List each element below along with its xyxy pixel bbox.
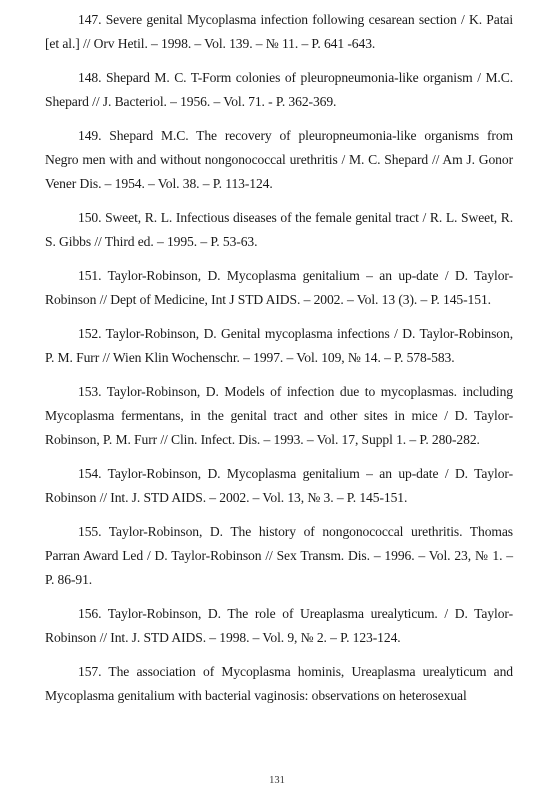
reference-item-156: 156. Taylor-Robinson, D. The role of Ureaplasma urealyticum. / D. Taylor-Robinson // Int. J. STD AIDS. – 1998. – Vol. 9, № 2. – P. 123-124. [45,606,513,645]
reference-item-151: 151. Taylor-Robinson, D. Mycoplasma genitalium – an up-date / D. Taylor-Robinson // Dept of Medicine, Int J STD AIDS. – 2002. – Vol. 13 (3). – P. 145-151. [45,268,513,307]
reference-item-157: 157. The association of Mycoplasma hominis, Ureaplasma urealyticum and Mycoplasma genitalium with bacterial vaginosis: observations on heterosexual [45,664,513,703]
reference-item-150: 150. Sweet, R. L. Infectious diseases of the female genital tract / R. L. Sweet, R. S. Gibbs // Third ed. – 1995. – P. 53-63. [45,210,513,249]
reference-item-155: 155. Taylor-Robinson, D. The history of nongonococcal urethritis. Thomas Parran Award Led / D. Taylor-Robinson // Sex Transm. Dis. – 1996. – Vol. 23, № 1. – P. 86-91. [45,524,513,587]
reference-item-147: 147. Severe genital Mycoplasma infection following cesarean section / K. Patai [et al.] // Orv Hetil. – 1998. – Vol. 139. – № 11. – P. 641 -643. [45,12,513,51]
reference-item-152: 152. Taylor-Robinson, D. Genital mycoplasma infections / D. Taylor-Robinson, P. M. Furr // Wien Klin Wochenschr. – 1997. – Vol. 109, № 14. – P. 578-583. [45,326,513,365]
reference-item-154: 154. Taylor-Robinson, D. Mycoplasma genitalium – an up-date / D. Taylor-Robinson // Int. J. STD AIDS. – 2002. – Vol. 13, № 3. – P. 145-151. [45,466,513,505]
page-number: 131 [269,775,285,786]
reference-item-149: 149. Shepard M.C. The recovery of pleuropneumonia-like organisms from Negro men with and without nongonococcal urethritis / M. C. Shepard // Am J. Gonor Vener Dis. – 1954. – Vol. 38. – P. 113-124. [45,128,513,191]
reference-item-148: 148. Shepard M. C. T-Form colonies of pleuropneumonia-like organism / M.C. Shepard // J. Bacteriol. – 1956. – Vol. 71. - P. 362-369. [45,70,513,109]
reference-item-153: 153. Taylor-Robinson, D. Models of infection due to mycoplasmas. including Mycoplasma fermentans, in the genital tract and other sites in mice / D. Taylor-Robinson, P. M. Furr // Clin. Infect. Dis. – 1993. – Vol. 17, Suppl 1. – P. 280-282. [45,384,513,447]
reference-list [45,8,513,718]
